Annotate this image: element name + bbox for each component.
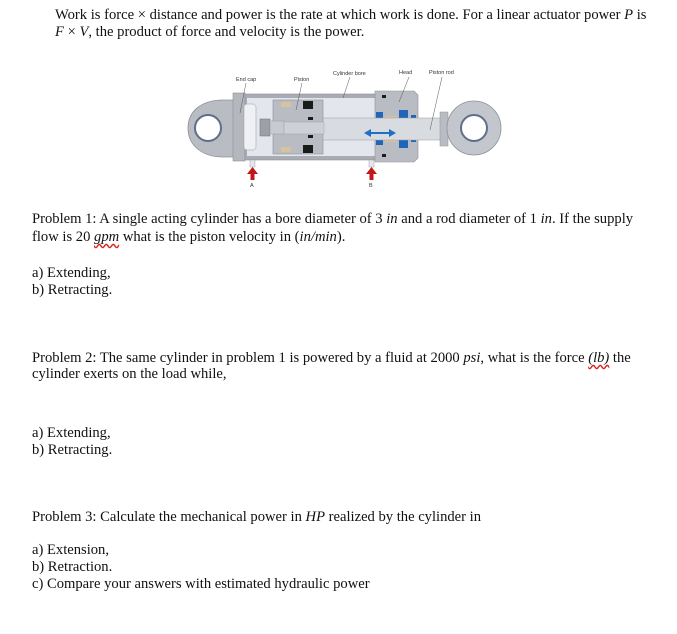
problem-text: the (609, 350, 631, 366)
problem-text: Problem 3: Calculate the mechanical power in (32, 509, 306, 525)
intro-text: Work is force (55, 7, 138, 23)
end-cap-eye (188, 100, 240, 157)
intro-text: , the product of force and velocity is the power. (88, 24, 365, 40)
hydraulic-cylinder-diagram (178, 60, 508, 195)
intro-line-2 (55, 24, 364, 41)
times-symbol: × (63, 24, 80, 40)
label-port-b: B (369, 183, 373, 189)
problem-text: flow is 20 (32, 229, 95, 245)
problem-1-item-b: b) Retracting. (32, 282, 113, 298)
problem-3-item-b: b) Retraction. (32, 559, 113, 575)
problem-2-line-2: cylinder exerts on the load while, (32, 366, 227, 382)
problem-text: ). (336, 229, 346, 245)
unit-gpm-misspelled: gpm (94, 229, 120, 245)
label-piston: Piston (294, 77, 310, 83)
intro-text: is (633, 7, 647, 23)
problem-text: and a rod diameter of 1 (397, 211, 541, 227)
force-variable: F (55, 24, 64, 40)
problem-text: . If the supply (551, 211, 634, 227)
problem-3-statement (32, 509, 481, 526)
problem-2-statement (32, 350, 631, 367)
problem-3-item-a: a) Extension, (32, 542, 110, 558)
problem-text: Problem 1: A single acting cylinder has a bore diameter of 3 (32, 211, 387, 227)
port-b-arrow-icon (366, 167, 377, 180)
end-cap-block (233, 93, 245, 161)
label-head: Head (399, 70, 413, 76)
label-end-cap: End cap (236, 77, 257, 83)
intro-line-1 (55, 7, 646, 24)
problem-1-line-2 (32, 229, 345, 246)
problem-text: realized by the cylinder in (325, 509, 482, 525)
port-a-arrow-icon (247, 167, 258, 180)
label-piston-rod: Piston rod (429, 70, 454, 76)
unit-in-per-min: in/min (299, 229, 337, 245)
problem-1-item-a: a) Extending, (32, 265, 111, 281)
piston-rod (323, 118, 445, 140)
problem-3-item-c: c) Compare your answers with estimated hydraulic power (32, 576, 370, 592)
unit-psi: psi (463, 350, 481, 366)
problem-text: , what is the force (480, 350, 589, 366)
label-cylinder-bore: Cylinder bore (333, 71, 366, 77)
unit-lb-misspelled: (lb) (588, 350, 610, 366)
unit-inch: in (540, 211, 552, 227)
problem-text: what is the piston velocity in ( (119, 229, 300, 245)
times-symbol: × (137, 7, 146, 23)
problem-1-statement (32, 211, 633, 228)
label-port-a: A (250, 183, 254, 189)
power-variable: P (624, 7, 634, 23)
rod-eye (440, 101, 501, 155)
rod-nut (260, 119, 270, 136)
unit-hp: HP (305, 509, 326, 525)
problem-2-item-a: a) Extending, (32, 425, 111, 441)
velocity-variable: V (79, 24, 89, 40)
unit-inch: in (386, 211, 398, 227)
problem-text: Problem 2: The same cylinder in problem 1 is powered by a fluid at 2000 (32, 350, 464, 366)
problem-2-item-b: b) Retracting. (32, 442, 113, 458)
intro-text: distance and power is the rate at which work is done. For a linear actuator power (145, 7, 625, 23)
